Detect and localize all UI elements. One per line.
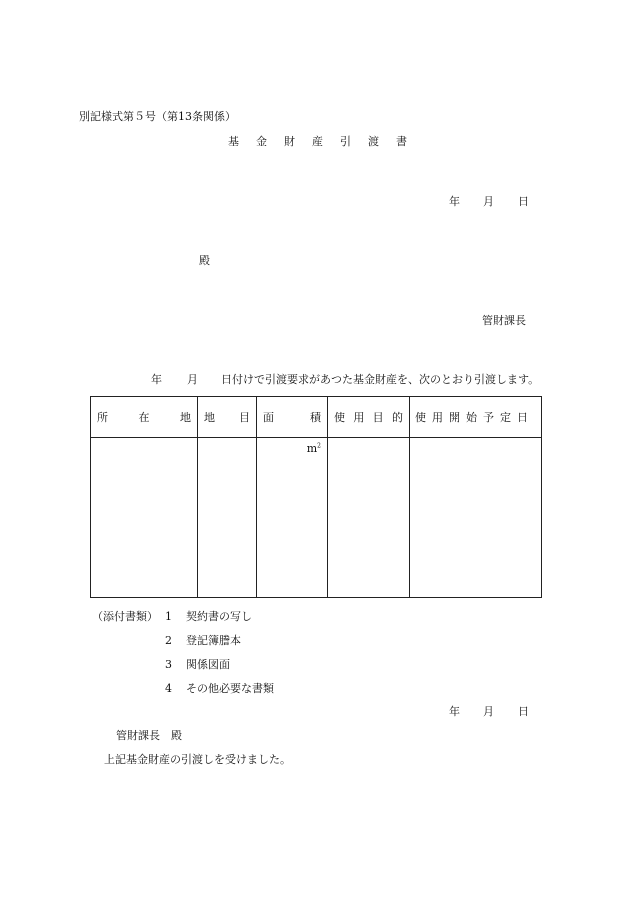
attachment-item: 登記簿謄本	[186, 634, 241, 647]
attachment-item: その他必要な書類	[186, 682, 274, 695]
table-row	[91, 438, 542, 598]
header-land-category: 地 目	[198, 397, 257, 438]
header-area: 面 積	[257, 397, 328, 438]
body-year-label: 年	[151, 373, 162, 386]
receipt-addressee: 管財課長 殿	[116, 729, 182, 742]
title-char: 渡	[368, 135, 379, 148]
body-month-label: 月	[187, 373, 198, 386]
cell-start-date	[410, 438, 542, 598]
receipt-date-month-label: 月	[483, 705, 494, 718]
header-location: 所 在 地	[91, 397, 198, 438]
attachment-number: 1	[165, 610, 172, 623]
sender-title: 管財課長	[482, 314, 526, 327]
date-month-label: 月	[483, 195, 494, 208]
cell-location	[91, 438, 198, 598]
receipt-date-year-label: 年	[449, 705, 460, 718]
table-header-row	[91, 397, 542, 438]
title-char: 基	[228, 135, 239, 148]
property-table	[90, 396, 542, 598]
attachments-label: （添付書類）	[92, 610, 158, 623]
cell-area	[257, 438, 328, 598]
date-day-label: 日	[518, 195, 529, 208]
recipient-honorific: 殿	[199, 254, 210, 267]
title-char: 財	[284, 135, 295, 148]
attachment-number: 2	[165, 634, 172, 647]
cell-land-category	[198, 438, 257, 598]
attachment-number: 3	[165, 658, 172, 671]
title-char: 書	[396, 135, 407, 148]
title-char: 産	[312, 135, 323, 148]
title-char: 引	[340, 135, 351, 148]
receipt-statement: 上記基金財産の引渡しを受けました。	[104, 753, 291, 766]
receipt-date-day-label: 日	[518, 705, 529, 718]
form-number: 別記様式第５号（第13条関係）	[79, 110, 236, 123]
header-start-date: 使 用 開 始 予 定 日	[410, 397, 542, 438]
cell-purpose	[328, 438, 410, 598]
header-purpose: 使 用 目 的	[328, 397, 410, 438]
title-char: 金	[256, 135, 267, 148]
body-text: 日付けで引渡要求があつた基金財産を、次のとおり引渡します。	[221, 373, 540, 386]
attachment-item: 契約書の写し	[186, 610, 252, 623]
date-year-label: 年	[449, 195, 460, 208]
document-title	[228, 135, 407, 149]
attachment-item: 関係図面	[186, 658, 230, 671]
attachment-number: 4	[165, 682, 172, 695]
area-unit: $m^2$	[306, 442, 321, 455]
